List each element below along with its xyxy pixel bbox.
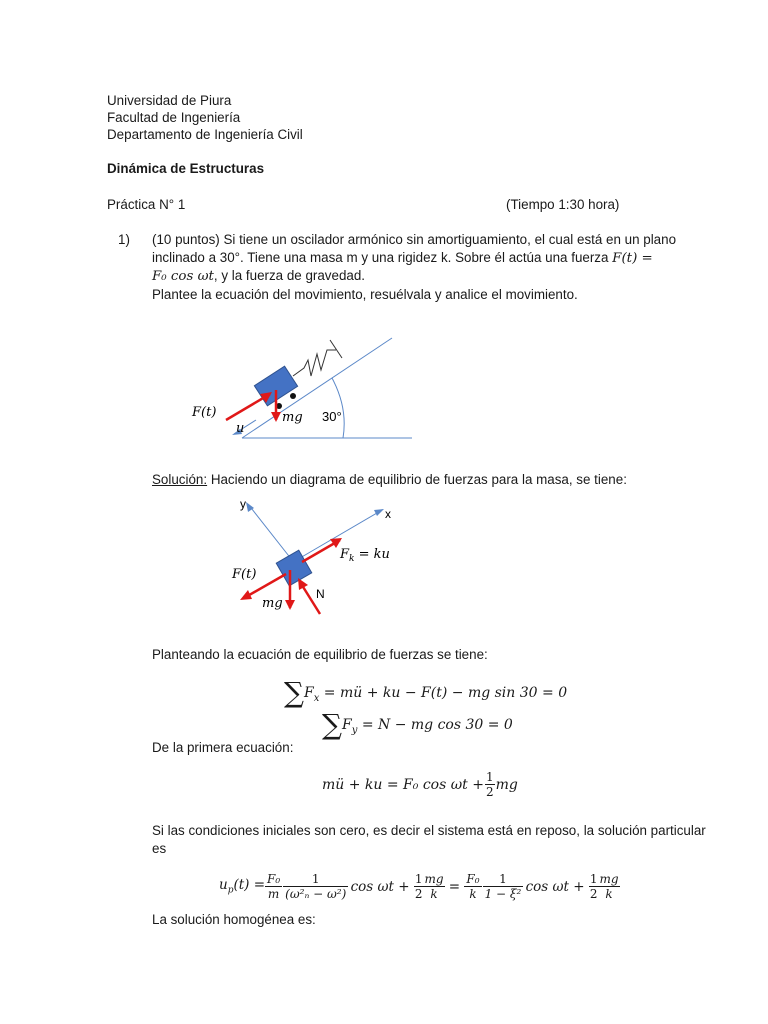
y-axis xyxy=(248,504,292,560)
eq4-frac-7 xyxy=(589,872,599,901)
fig2-weight-label: mg xyxy=(262,596,283,611)
faculty-name: Facultad de Ingeniería xyxy=(107,110,241,125)
fbd-mass-block xyxy=(276,550,312,586)
figure-inclined-plane xyxy=(180,320,440,450)
eq3-num: 1 xyxy=(485,770,494,784)
spring xyxy=(293,350,336,376)
eq4-lhs-tail: (t) = xyxy=(233,877,266,894)
eq4-frac-5-den: k xyxy=(469,887,477,901)
eq4-frac-2-den: (ω²ₙ − ω²) xyxy=(285,887,347,901)
university-name: Universidad de Piura xyxy=(107,93,232,108)
eq4-equals: = xyxy=(444,878,465,895)
eq4-frac-4-num: mg xyxy=(424,872,444,886)
fig1-disp-label: u xyxy=(236,421,245,436)
fig1-weight-label: mg xyxy=(282,410,303,425)
eq4-frac-6-num: 1 xyxy=(483,872,524,887)
eq4-frac-3-den: 2 xyxy=(414,887,423,901)
equation-particular-solution xyxy=(219,872,620,901)
eq4-frac-3 xyxy=(414,872,424,901)
eq4-frac-8-num: mg xyxy=(599,872,619,886)
fy-sub: y xyxy=(351,724,358,736)
eq4-frac-4 xyxy=(423,872,444,901)
eq4-frac-8-den: k xyxy=(605,887,613,901)
eq4-u: u xyxy=(219,877,228,894)
equation-motion xyxy=(322,770,518,799)
fx-symbol: $F_x$ xyxy=(304,685,320,704)
problem-line-2 xyxy=(152,249,662,268)
eq4-frac-1-den: m xyxy=(267,887,280,901)
solution-label: Solución: xyxy=(152,472,208,487)
first-equation-text: De la primera ecuación: xyxy=(152,740,294,755)
fy-symbol: $F_y$ xyxy=(342,717,358,736)
initial-conditions-line-2: es xyxy=(152,840,167,856)
problem-line-2-text: inclinado a 30°. Tiene una masa m y una rigidez k. Sobre él actúa una fuerza xyxy=(152,249,613,265)
eq4-frac-6-den: 1 − ξ² xyxy=(484,887,522,901)
practice-title: Práctica N° 1 xyxy=(107,197,186,212)
eq2-rhs: = N − mg cos 30 = 0 xyxy=(357,717,513,733)
eq3-lhs: mü + ku = F₀ cos ωt + xyxy=(322,776,484,793)
x-axis-head xyxy=(374,509,384,516)
eq4-frac-5 xyxy=(464,872,481,901)
eq4-frac-8 xyxy=(598,872,619,901)
solution-text: Haciendo un diagrama de equilibrio de fuerzas para la masa, se tiene: xyxy=(207,472,627,487)
practice-time: (Tiempo 1:30 hora) xyxy=(506,197,620,212)
eq4-frac-7-den: 2 xyxy=(589,887,598,901)
initial-conditions-text xyxy=(152,822,706,857)
department-name: Departamento de Ingeniería Civil xyxy=(107,127,303,142)
eq1-rhs: = mü + ku − F(t) − mg sin 30 = 0 xyxy=(319,685,568,701)
initial-conditions-line-1: Si las condiciones iniciales son cero, es decir el sistema está en reposo, la solución particular xyxy=(152,823,706,838)
eq3-den: 2 xyxy=(485,785,494,799)
fig2-x-label: x xyxy=(385,507,391,521)
angle-arc xyxy=(332,378,344,438)
sum-symbol-y: ∑ xyxy=(322,708,342,741)
spring-wall xyxy=(330,340,342,358)
eq4-frac-7-num: 1 xyxy=(589,872,598,886)
problem-line-4: Plantee la ecuación del movimiento, resuélvala y analice el movimiento. xyxy=(152,286,578,302)
fig2-force-label: F(t) xyxy=(232,567,257,582)
eq4-mid-2: cos ωt + xyxy=(521,878,589,895)
fig2-y-label: y xyxy=(240,497,246,511)
course-title: Dinámica de Estructuras xyxy=(107,161,265,176)
eq4-u-sub: p xyxy=(227,885,234,896)
fig2-spring-eq: = ku xyxy=(354,547,390,562)
eq4-lhs xyxy=(219,877,265,896)
figure-free-body xyxy=(220,492,420,622)
eq4-frac-6 xyxy=(485,872,522,901)
mass-dot-1 xyxy=(290,393,296,399)
problem-line-3-text: , y la fuerza de gravedad. xyxy=(213,268,366,283)
weight-arrow-head xyxy=(271,412,281,422)
fbd-force-arrow-head xyxy=(240,590,252,600)
fig2-spring-label xyxy=(339,547,390,564)
problem-number: 1) xyxy=(118,232,130,247)
problem-force-math: F(t) = xyxy=(612,250,653,266)
eq4-frac-2 xyxy=(285,872,346,901)
eq3-tail: mg xyxy=(495,776,518,793)
problem-line-1: (10 puntos) Si tiene un oscilador armónico sin amortiguamiento, el cual está en un plano xyxy=(152,232,677,247)
solution-heading xyxy=(152,471,627,488)
fig2-normal-label: N xyxy=(316,587,325,601)
eq4-frac-5-num: F₀ xyxy=(466,872,480,886)
eq3-fraction xyxy=(485,770,495,799)
eq4-frac-1 xyxy=(265,872,282,901)
eq4-frac-2-num: 1 xyxy=(283,872,348,887)
fx-sub: x xyxy=(313,692,320,704)
equation-sum-fx xyxy=(284,676,567,709)
eq4-frac-4-den: k xyxy=(430,887,438,901)
fig1-angle-label: 30° xyxy=(322,409,342,424)
eq4-mid-1: cos ωt + xyxy=(346,878,414,895)
eq4-frac-3-num: 1 xyxy=(414,872,423,886)
fig1-force-label: F(t) xyxy=(192,405,217,420)
problem-line-3 xyxy=(152,267,662,286)
equilibrium-text: Planteando la ecuación de equilibrio de fuerzas se tiene: xyxy=(152,647,488,662)
sum-symbol-x: ∑ xyxy=(284,676,304,709)
fbd-weight-arrow-head xyxy=(285,600,295,610)
fig2-spring-sub: k xyxy=(349,554,355,564)
fig2-spring-symbol: F xyxy=(340,547,350,562)
eq4-frac-1-num: F₀ xyxy=(267,872,281,886)
equation-sum-fy xyxy=(322,708,513,741)
homogeneous-solution-text: La solución homogénea es: xyxy=(152,912,316,927)
problem-statement xyxy=(152,231,677,303)
problem-force-expr: F₀ cos ωt xyxy=(152,269,214,284)
